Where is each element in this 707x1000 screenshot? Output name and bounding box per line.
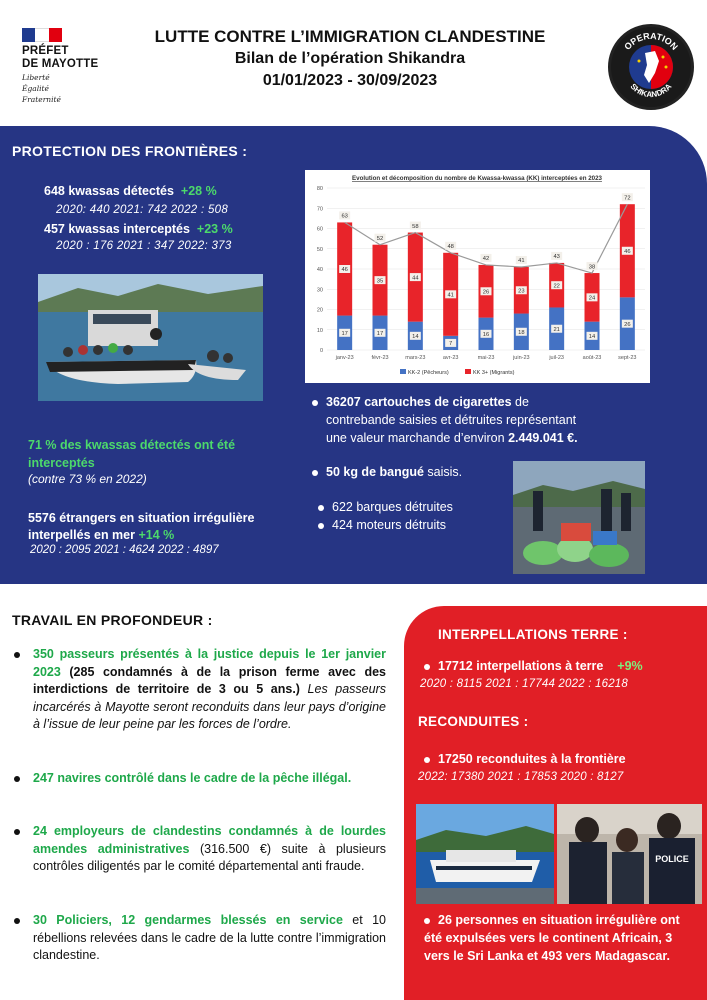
data-label: 46 xyxy=(341,267,348,274)
cig-bold: 36207 cartouches de cigarettes xyxy=(326,395,512,409)
terre-years: 2020 : 8115 2021 : 17744 2022 : 16218 xyxy=(420,678,628,690)
total-label: 38 xyxy=(588,264,596,271)
employeurs-green: 24 employeurs de clandestins condamnés à de lourdes amendes administratives xyxy=(33,824,386,856)
profondeur-item-employeurs xyxy=(14,823,386,876)
bangue-item xyxy=(312,463,462,481)
page-dates: 01/01/2023 - 30/09/2023 xyxy=(262,72,438,89)
data-label: 23 xyxy=(518,288,525,295)
y-tick-label: 70 xyxy=(316,206,323,213)
devise-egalite: Égalité xyxy=(22,84,49,93)
marianne-flag-icon xyxy=(22,28,62,42)
bullet-icon xyxy=(14,652,20,658)
badge-bottom-text: SHIKANDRA xyxy=(628,81,674,100)
data-label: 18 xyxy=(518,329,525,336)
operation-badge xyxy=(608,24,694,110)
passeurs-green: 350 passeurs présentés à la justice depuis le 1er janvier 2023 xyxy=(33,647,386,679)
x-tick-label: janv-23 xyxy=(335,355,354,361)
total-label: 42 xyxy=(482,256,490,263)
chart-title: Evolution et décomposition du nombre de Kwassa-kwassa (KK) interceptées en 2023 xyxy=(352,175,602,182)
frontieres-title: PROTECTION DES FRONTIÈRES : xyxy=(12,143,248,159)
total-label: 58 xyxy=(412,223,419,230)
devise-fraternite: Fraternité xyxy=(22,95,61,104)
bullet-icon xyxy=(424,757,430,763)
barques-text: 622 barques détruites xyxy=(332,500,453,514)
x-tick-label: juin-23 xyxy=(513,355,530,361)
y-tick-label: 20 xyxy=(316,307,323,314)
bullet-icon xyxy=(424,664,430,670)
legend-swatch-kk2 xyxy=(400,369,406,374)
operation-badge-icon xyxy=(611,27,691,107)
cig-rest2: contrebande saisies et détruites représentant xyxy=(326,413,577,427)
x-tick-label: sept-23 xyxy=(618,355,637,361)
data-label: 24 xyxy=(588,295,596,302)
bullet-icon xyxy=(14,918,20,924)
x-tick-label: févr-23 xyxy=(371,355,389,361)
data-label: 41 xyxy=(447,292,454,299)
intercepted-years: 2020 : 176 2021 : 347 2022: 373 xyxy=(56,240,232,252)
prefet-line1: PRÉFET xyxy=(22,45,69,57)
data-label: 17 xyxy=(376,330,384,337)
expulses-text: 26 personnes en situation irrégulière ont été expulsées vers le continent Africain, 3 vers le Sri Lanka et 493 vers Madagascar. xyxy=(424,913,680,963)
cig-rest1: de xyxy=(511,395,529,409)
y-tick-label: 10 xyxy=(316,327,323,334)
data-label: 17 xyxy=(341,330,348,337)
reconduites-text: 17250 reconduites à la frontière xyxy=(438,752,626,766)
expulses-item xyxy=(424,911,694,965)
total-label: 63 xyxy=(341,213,348,220)
passeurs-italic: Les passeurs incarcérés à Mayotte seront reconduits dans leur pays d’origine à l’issue de leur peine par les forces de l’ordre. xyxy=(33,682,386,731)
reconduites-years: 2022: 17380 2021 : 17853 2020 : 8127 xyxy=(418,771,624,783)
devise-liberte: Liberté xyxy=(22,73,50,82)
x-tick-label: mai-23 xyxy=(477,355,495,361)
legend-kk3: KK 3+ (Migrants) xyxy=(473,370,515,376)
intercepted-text: 457 kwassas interceptés xyxy=(44,222,190,236)
police-image xyxy=(557,804,702,904)
blesses-green: 30 Policiers, 12 gendarmes blessés en service xyxy=(33,913,343,927)
total-label: 72 xyxy=(624,195,631,202)
etrangers-years: 2020 : 2095 2021 : 4624 2022 : 4897 xyxy=(30,544,219,556)
ferry-photo xyxy=(416,804,554,904)
page-title: LUTTE CONTRE L’IMMIGRATION CLANDESTINE xyxy=(154,27,546,46)
intercepted-pct: +23 % xyxy=(196,222,233,236)
profondeur-item-passeurs xyxy=(14,646,386,734)
data-label: 22 xyxy=(553,283,560,290)
bullet-icon xyxy=(14,776,20,782)
y-tick-label: 80 xyxy=(316,186,323,192)
legend-kk2: KK-2 (Pêcheurs) xyxy=(408,370,449,376)
police-label: POLICE xyxy=(655,854,689,864)
data-label: 26 xyxy=(482,289,490,296)
terre-line xyxy=(424,659,643,673)
seizure-photo xyxy=(513,461,645,574)
y-tick-label: 30 xyxy=(316,287,323,294)
prefet-line2: DE MAYOTTE xyxy=(22,58,99,70)
bullet-icon xyxy=(318,505,324,511)
terre-pct: +9% xyxy=(617,659,643,673)
legend-swatch-kk3 xyxy=(465,369,471,374)
employeurs-rest: (316.500 €) suite à plusieurs contrôles diligentés par le comité départemental anti fraude. xyxy=(33,841,386,873)
bullet-icon xyxy=(14,829,20,835)
boat-image xyxy=(38,274,263,401)
profondeur-title: TRAVAIL EN PROFONDEUR : xyxy=(12,612,213,628)
y-tick-label: 60 xyxy=(316,226,323,233)
intercepted-line xyxy=(44,222,233,236)
terre-text: 17712 interpellations à terre xyxy=(438,659,604,673)
terre-title: INTERPELLATIONS TERRE : xyxy=(438,627,628,642)
data-label: 46 xyxy=(624,248,631,255)
reconduites-line xyxy=(424,752,626,766)
passeurs-bold: (285 condamnés à de la prison ferme avec des interdictions de territoire de 3 ou 5 ans.) xyxy=(33,664,386,696)
bullet-icon xyxy=(424,918,430,924)
ferry-image xyxy=(416,804,554,904)
y-tick-label: 40 xyxy=(316,267,323,273)
detected-line xyxy=(44,184,217,198)
navires-green: 247 navires contrôlé dans le cadre de la pêche illégal. xyxy=(33,771,352,785)
data-label: 44 xyxy=(412,275,419,282)
cig-rest3: une valeur marchande d’environ xyxy=(326,431,509,445)
data-label: 16 xyxy=(482,332,490,338)
x-tick-label: mars-23 xyxy=(405,355,426,361)
kwassa-chart-svg xyxy=(305,170,650,383)
boat-photo xyxy=(38,274,263,401)
header xyxy=(0,0,707,118)
total-label: 43 xyxy=(553,254,560,261)
page-subtitle: Bilan de l’opération Shikandra xyxy=(234,50,466,67)
data-label: 21 xyxy=(553,326,560,333)
barques-item xyxy=(318,498,453,516)
kwassa-chart xyxy=(305,170,650,383)
bangue-bold: 50 kg de bangué xyxy=(326,465,424,479)
cig-value: 2.449.041 €. xyxy=(508,431,578,445)
cigarettes-item xyxy=(312,393,642,447)
title-block xyxy=(110,26,590,92)
y-tick-label: 0 xyxy=(319,348,323,354)
data-label: 26 xyxy=(624,321,631,328)
detected-years: 2020: 440 2021: 742 2022 : 508 xyxy=(56,204,229,216)
total-label: 52 xyxy=(376,235,384,242)
frontieres-section xyxy=(0,126,707,584)
x-tick-label: août-23 xyxy=(582,355,602,361)
etrangers-pct: +14 % xyxy=(138,528,175,542)
total-label: 41 xyxy=(518,258,525,265)
data-label: 14 xyxy=(412,334,419,341)
profondeur-item-navires xyxy=(14,770,386,788)
total-label: 48 xyxy=(447,244,454,250)
blesses-rest: et 10 rébellions relevées dans le cadre de la lutte contre l’immigration clandestine. xyxy=(33,913,386,962)
bullet-icon xyxy=(312,400,318,406)
etrangers-text: 5576 étrangers en situation irrégulière interpellés en mer xyxy=(28,511,255,542)
x-tick-label: avr-23 xyxy=(442,355,459,361)
moteurs-text: 424 moteurs détruits xyxy=(332,518,446,532)
data-label: 7 xyxy=(449,341,453,348)
profondeur-item-blesses xyxy=(14,912,386,965)
etrangers-line xyxy=(28,510,303,544)
pct-intercepted: 71 % des kwassas détectés ont été interceptés xyxy=(28,438,236,470)
detected-text: 648 kwassas détectés xyxy=(44,184,174,198)
police-photo xyxy=(557,804,702,904)
terre-section xyxy=(404,606,707,1000)
detected-pct: +28 % xyxy=(180,184,217,198)
bullet-icon xyxy=(318,523,324,529)
seizure-image xyxy=(513,461,645,574)
x-tick-label: juil-23 xyxy=(549,355,565,361)
data-label: 14 xyxy=(588,334,596,341)
bangue-rest: saisis. xyxy=(423,465,463,479)
y-tick-label: 50 xyxy=(316,246,323,253)
reconduites-title: RECONDUITES : xyxy=(418,714,529,729)
badge-top-text: OPERATION xyxy=(622,30,680,52)
bullet-icon xyxy=(312,470,318,476)
moteurs-item xyxy=(318,516,446,534)
pct-intercepted-sub: (contre 73 % en 2022) xyxy=(28,472,147,486)
data-label: 35 xyxy=(376,278,384,285)
